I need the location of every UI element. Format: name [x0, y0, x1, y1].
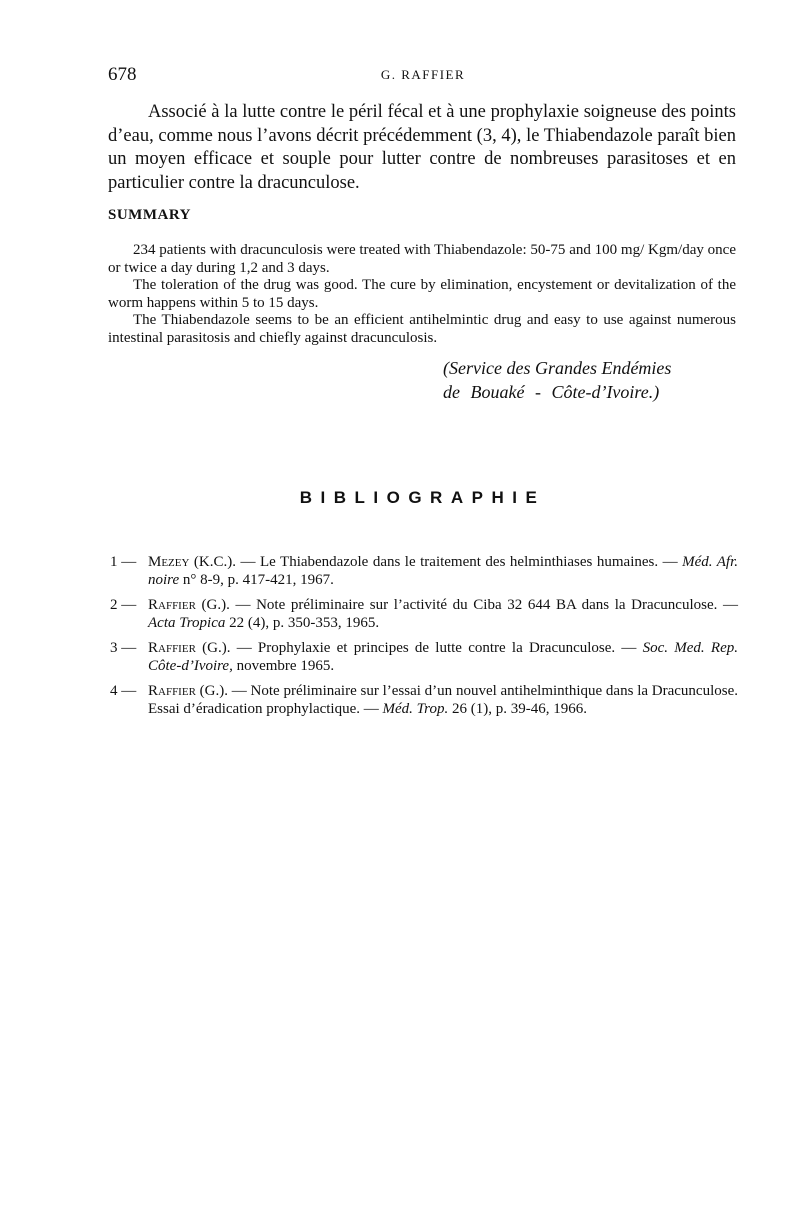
affiliation	[443, 356, 743, 404]
summary-paragraph: The Thiabendazole seems to be an efficient antihelmintic drug and easy to use against numerous intestinal parasitosis and chiefly against dracunculosis.	[108, 312, 736, 346]
reference-item	[108, 640, 738, 675]
reference-body: — Prophylaxie et principes de lutte contre la Dracunculose. —	[230, 640, 643, 656]
running-head: G. RAFFIER	[380, 67, 466, 82]
reference-body: — Le Thiabendazole dans le traitement des helminthiases humaines. —	[236, 554, 683, 570]
page-number: 678	[108, 64, 137, 85]
reference-number: 2 —	[110, 597, 137, 613]
reference-item	[108, 597, 738, 632]
reference-source: Méd. Afr. noire	[148, 554, 738, 588]
reference-tail: n° 8-9, p. 417-421, 1967.	[179, 571, 334, 588]
reference-source: Soc. Med. Rep. Côte-d’Ivoire,	[148, 640, 738, 674]
reference-tail: 22 (4), p. 350-353, 1965.	[225, 614, 380, 631]
reference-body: — Note préliminaire sur l’essai d’un nouvel antihelminthique dans la Dracunculose. Essai d’éradication prophylactique. —	[148, 683, 738, 717]
reference-number: 1 —	[110, 554, 137, 570]
reference-author: Raffier (G.).	[148, 640, 231, 656]
reference-body: — Note préliminaire sur l’activité du Ciba 32 644 BA dans la Dracunculose. —	[229, 597, 738, 613]
reference-list	[108, 554, 738, 726]
reference-number: 3 —	[110, 640, 137, 656]
affiliation-line-1: (Service des Grandes Endémies	[443, 358, 672, 378]
reference-source: Acta Tropica	[148, 614, 226, 631]
reference-author: Raffier (G.).	[148, 683, 228, 699]
page-header	[108, 64, 738, 88]
affiliation-line-2: de Bouaké - Côte-d’Ivoire.)	[443, 382, 660, 402]
reference-tail: 26 (1), p. 39-46, 1966.	[448, 700, 587, 717]
reference-tail: novembre 1965.	[232, 657, 335, 674]
summary-paragraph: The toleration of the drug was good. The cure by elimination, encystement or devitalization of the worm happens within 5 to 15 days.	[108, 277, 736, 311]
reference-author: Raffier (G.).	[148, 597, 230, 613]
reference-item	[108, 683, 738, 718]
summary-paragraph: 234 patients with dracunculosis were treated with Thiabendazole: 50-75 and 100 mg/ Kgm/day once or twice a day during 1,2 and 3 days.	[108, 242, 736, 276]
bibliography-title: BIBLIOGRAPHIE	[299, 488, 546, 507]
conclusion-paragraph	[108, 101, 736, 195]
summary-section	[108, 242, 736, 347]
summary-heading: SUMMARY	[108, 207, 191, 223]
reference-number: 4 —	[110, 683, 137, 699]
conclusion-text: Associé à la lutte contre le péril fécal et à une prophylaxie soigneuse des points d’eau, comme nous l’avons décrit précédemment (3, 4), le Thiabendazole paraît bien un moyen efficace et souple pour lutter contre de nombreuses parasitoses et en particulier contre la dracunculose.	[108, 102, 736, 193]
reference-item	[108, 554, 738, 589]
reference-source: Méd. Trop.	[382, 700, 449, 717]
reference-author: Mezey (K.C.).	[148, 554, 237, 570]
